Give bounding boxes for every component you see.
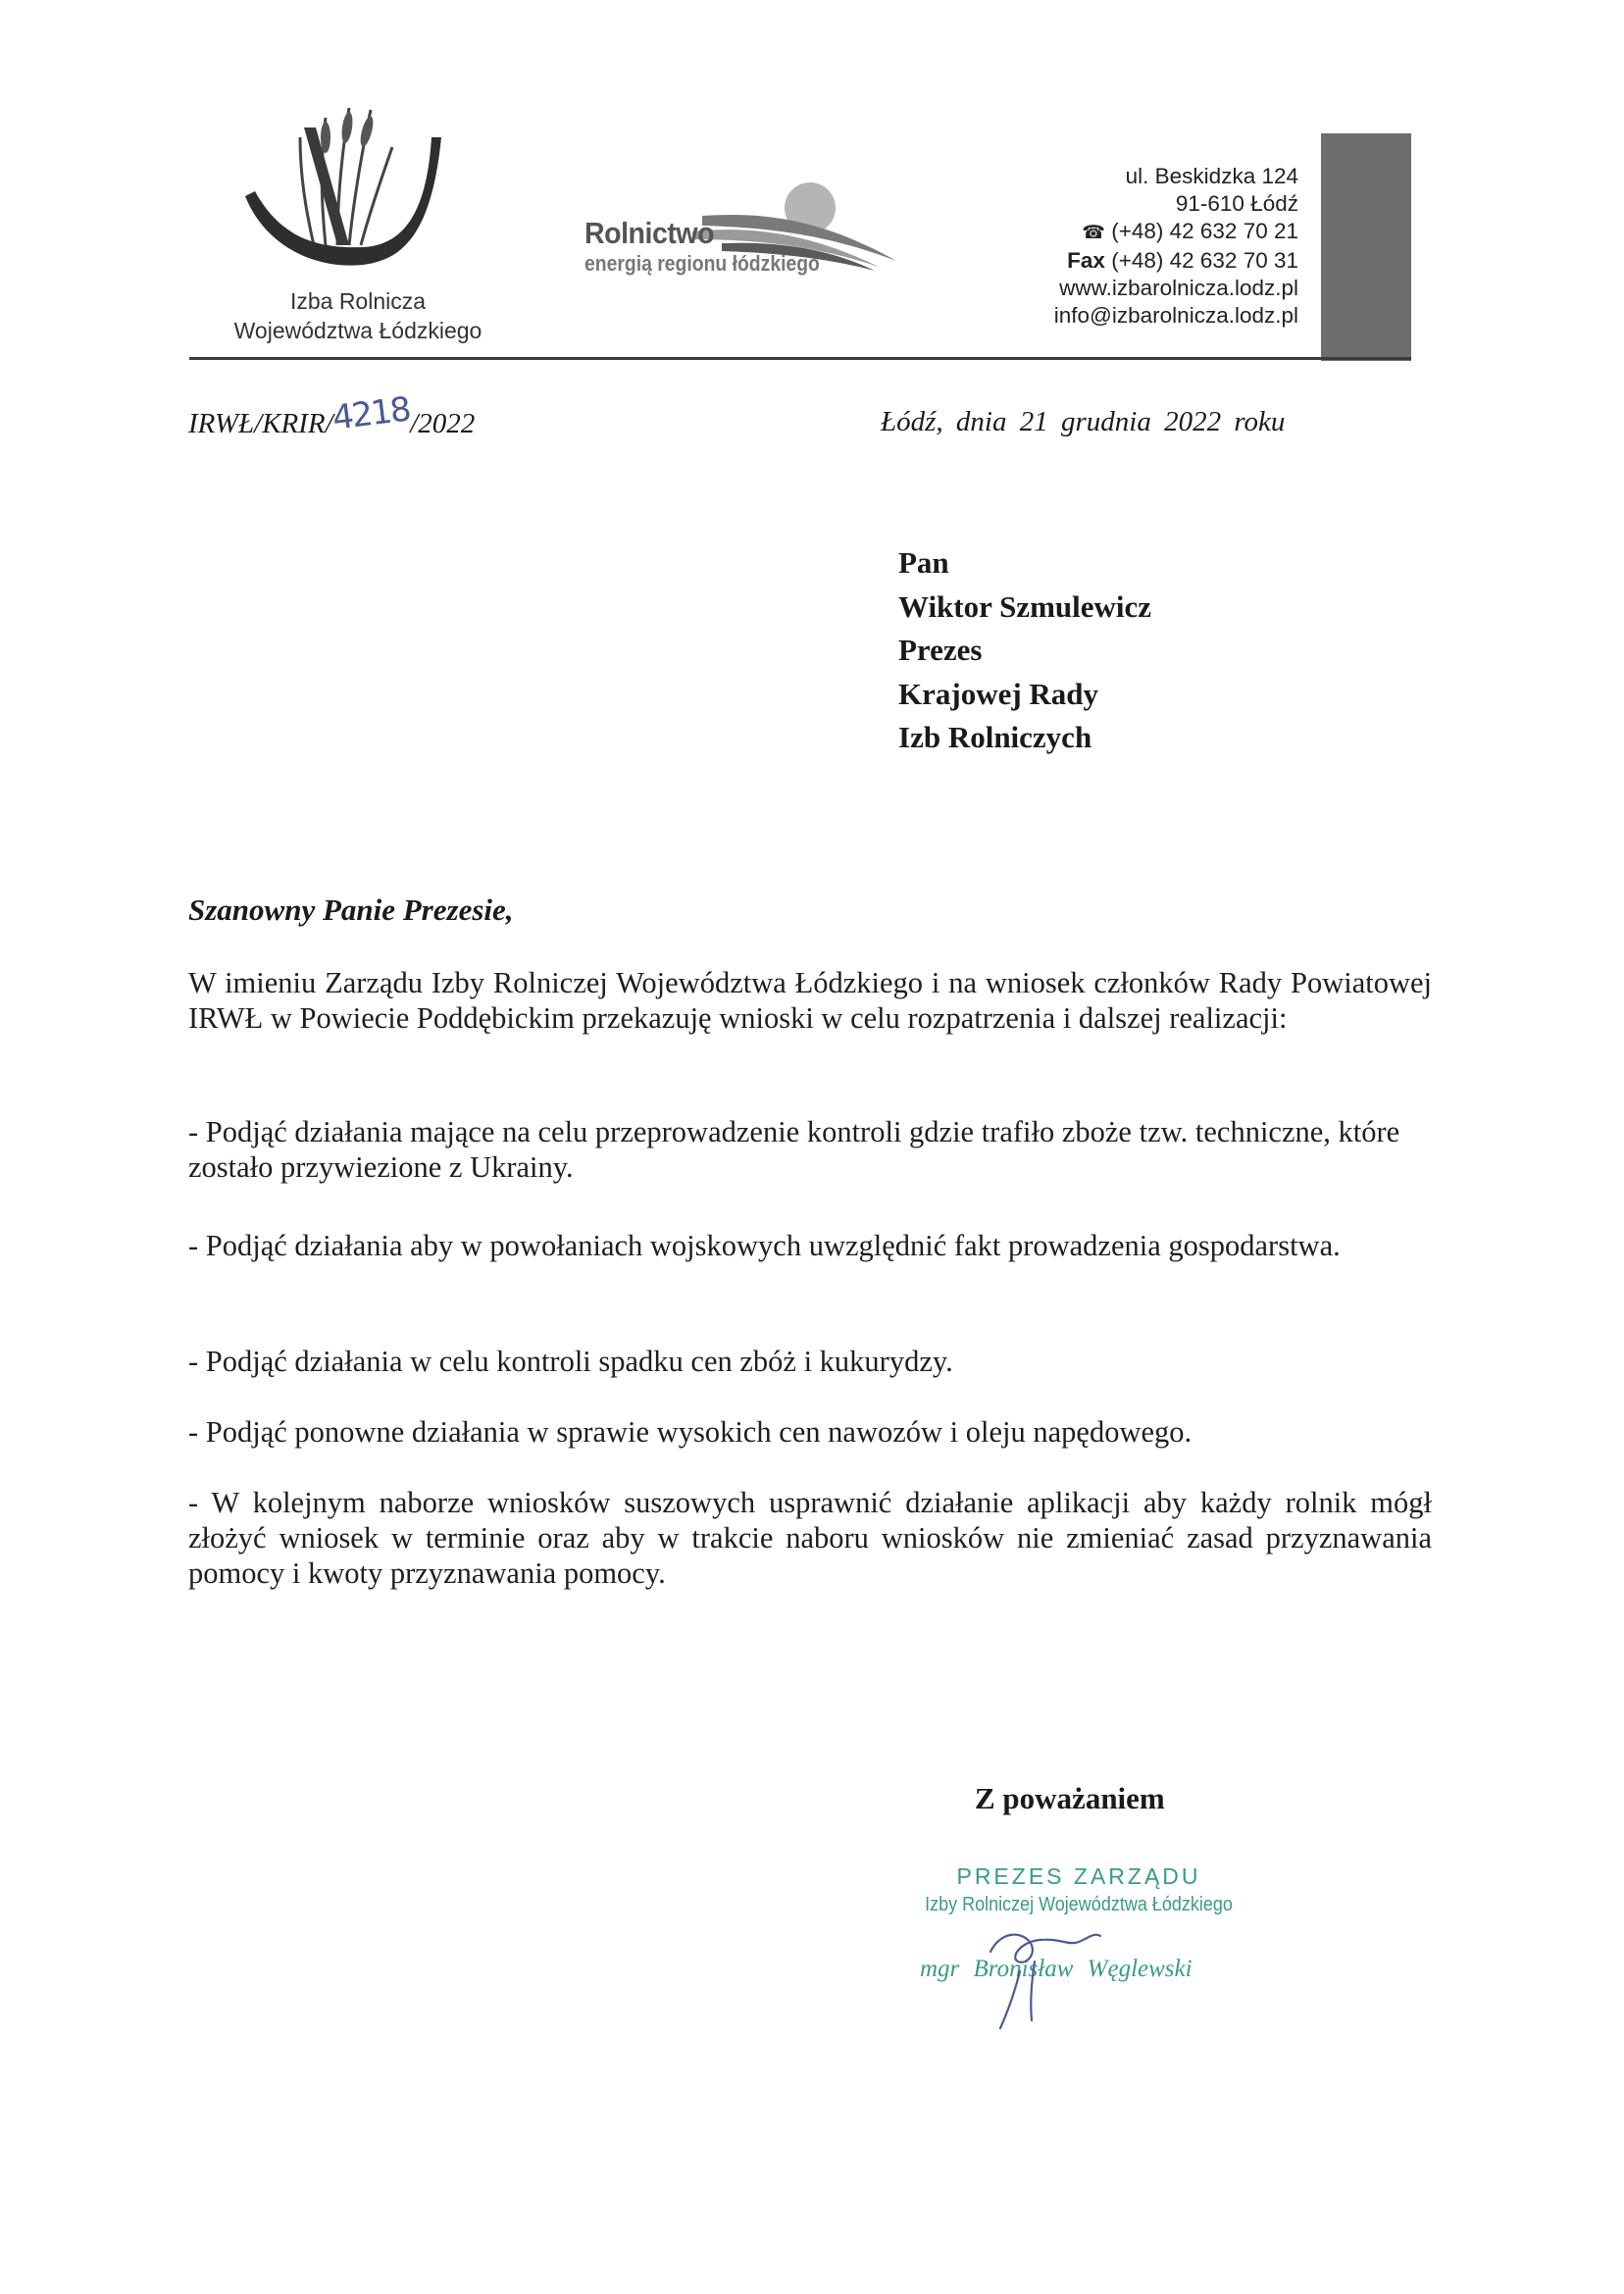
- reference-suffix: /2022: [410, 408, 476, 439]
- addressee-line: Pan: [898, 545, 949, 580]
- addressee-line: Prezes: [898, 633, 983, 667]
- fax-number: (+48) 42 632 70 31: [1111, 248, 1298, 273]
- date-line: Łódź, dnia 21 grudnia 2022 roku: [881, 406, 1286, 437]
- contact-block: [1054, 163, 1298, 330]
- org-name-line1: Izba Rolnicza: [289, 288, 427, 314]
- addressee-line: Krajowej Rady: [898, 676, 1099, 711]
- closing: Z poważaniem: [975, 1781, 1165, 1815]
- izba-logo: [235, 98, 461, 284]
- stamp-name: mgr Bronisław Węglewski: [920, 1956, 1193, 1982]
- reference-handwritten-number: 4218: [330, 389, 412, 438]
- request-item: - Podjąć działania w celu kontroli spadku cen zbóż i kukurydzy.: [188, 1345, 953, 1378]
- telephone-icon: ☎: [1082, 223, 1105, 243]
- fax-label: Fax: [1067, 248, 1105, 273]
- addressee-block: [898, 541, 1151, 760]
- request-item: - W kolejnym naborze wniosków suszowych usprawnić działanie aplikacji aby każdy rolnik mógł złożyć wniosek w terminie oraz aby w trakcie naboru wniosków nie zmieniać zasad przyznawania pomocy i kwoty przyznawania pomocy.: [188, 1486, 1432, 1590]
- phone-line: [1054, 218, 1298, 247]
- boat-wheat-logo-icon: [235, 98, 461, 284]
- salutation: Szanowny Panie Prezesie,: [188, 892, 514, 927]
- addressee-line: Wiktor Szmulewicz: [898, 588, 1152, 624]
- header-divider: [189, 357, 1411, 360]
- phone-number: (+48) 42 632 70 21: [1111, 219, 1298, 243]
- request-item: - Podjąć ponowne działania w sprawie wysokich cen nawozów i oleju napędowego.: [188, 1415, 1193, 1449]
- request-item: - Podjąć działania mające na celu przeprowadzenie kontroli gdzie trafiło zboże tzw. techniczne, które zostało przywiezione z Ukrainy.: [188, 1115, 1400, 1184]
- org-name-line2: Województwa Łódzkiego: [233, 318, 482, 343]
- stamp-organization: Izby Rolniczej Województwa Łódzkiego: [925, 1894, 1233, 1915]
- addressee-line: Izb Rolniczych: [898, 720, 1092, 754]
- fax-line: [1054, 247, 1298, 275]
- organization-name: [206, 286, 510, 345]
- header-gray-block: [1321, 133, 1411, 361]
- campaign-title: Rolnictwo: [584, 216, 715, 250]
- stamp-title: PREZES ZARZĄDU: [956, 1863, 1201, 1889]
- address-street: ul. Beskidzka 124: [1125, 164, 1298, 188]
- official-stamp: [883, 1861, 1275, 1982]
- campaign-subtitle: energią regionu łódzkiego: [584, 251, 820, 276]
- signature-icon: [961, 1912, 1157, 2030]
- address-postal: 91-610 Łódź: [1175, 191, 1298, 216]
- intro-paragraph: W imieniu Zarządu Izby Rolniczej Województwa Łódzkiego i na wniosek członków Rady Powiatowej IRWŁ w Powiecie Poddębickim przekazuję wnioski w celu rozpatrzenia i dalszej realizacji:: [188, 966, 1432, 1035]
- reference-prefix: IRWŁ/KRIR/: [188, 408, 333, 439]
- reference-number: [188, 389, 476, 441]
- website: www.izbarolnicza.lodz.pl: [1059, 276, 1298, 300]
- request-item: - Podjąć działania aby w powołaniach wojskowych uwzględnić fakt prowadzenia gospodarstwa.: [188, 1229, 1341, 1262]
- email: info@izbarolnicza.lodz.pl: [1053, 303, 1298, 328]
